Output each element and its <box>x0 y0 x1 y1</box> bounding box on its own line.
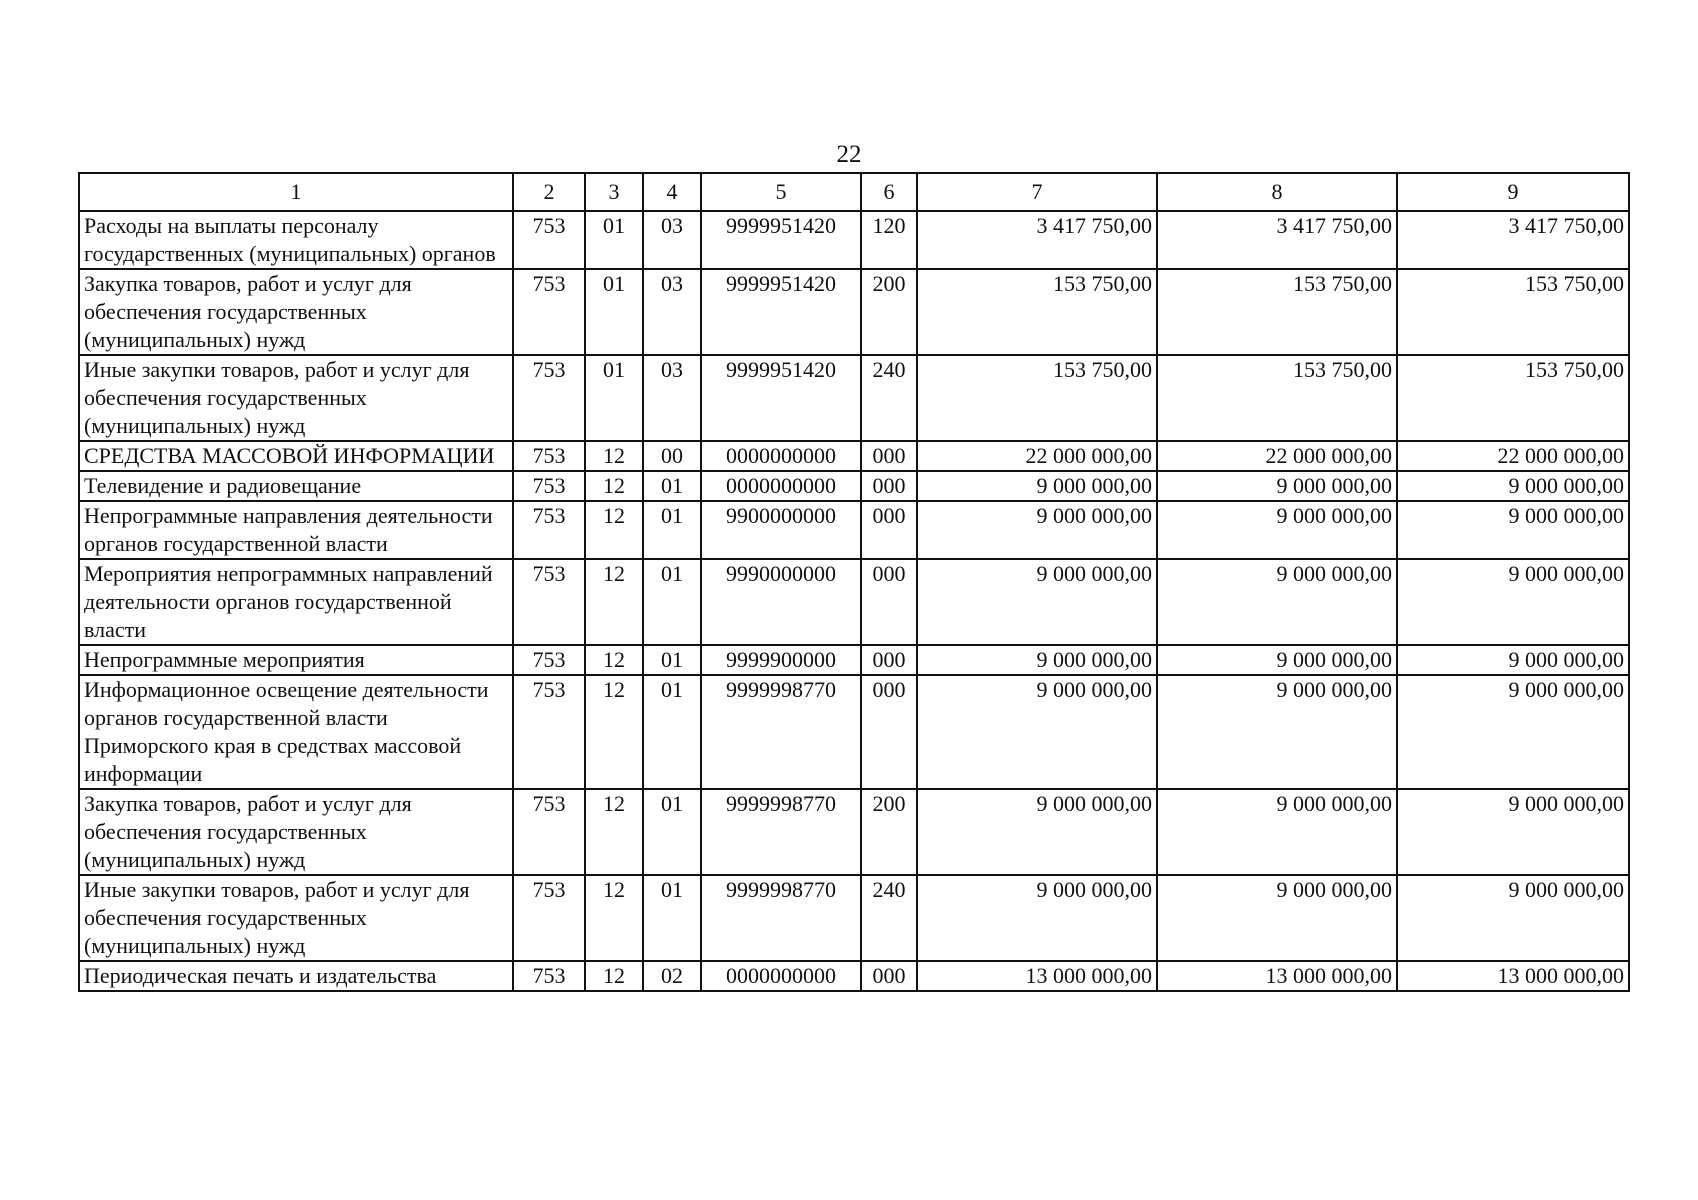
target-article-cell: 9999951420 <box>701 355 861 441</box>
row-name-cell: СРЕДСТВА МАССОВОЙ ИНФОРМАЦИИ <box>79 441 513 471</box>
ministry-code-cell: 753 <box>513 675 585 789</box>
target-article-cell: 9900000000 <box>701 501 861 559</box>
section-code-cell: 01 <box>585 269 643 355</box>
section-code-cell: 01 <box>585 211 643 269</box>
row-name-cell: Закупка товаров, работ и услуг для обеспечения государственных (муниципальных) нужд <box>79 269 513 355</box>
target-article-cell: 0000000000 <box>701 961 861 991</box>
amount-col7-cell: 9 000 000,00 <box>917 559 1157 645</box>
amount-col8-cell: 9 000 000,00 <box>1157 501 1397 559</box>
expense-type-cell: 000 <box>861 961 917 991</box>
amount-col8-cell: 153 750,00 <box>1157 355 1397 441</box>
page-number: 22 <box>836 141 862 168</box>
row-name-cell: Иные закупки товаров, работ и услуг для обеспечения государственных (муниципальных) нужд <box>79 355 513 441</box>
amount-col9-cell: 13 000 000,00 <box>1397 961 1629 991</box>
amount-col7-cell: 153 750,00 <box>917 269 1157 355</box>
subsection-code-cell: 01 <box>643 675 701 789</box>
row-name-cell: Непрограммные направления деятельности органов государственной власти <box>79 501 513 559</box>
table-row <box>79 645 1629 675</box>
expense-type-cell: 000 <box>861 559 917 645</box>
expense-type-cell: 240 <box>861 355 917 441</box>
ministry-code-cell: 753 <box>513 355 585 441</box>
table-row <box>79 961 1629 991</box>
amount-col9-cell: 9 000 000,00 <box>1397 789 1629 875</box>
table-row <box>79 875 1629 961</box>
column-number-row <box>79 173 1629 211</box>
table-row <box>79 269 1629 355</box>
budget-table <box>78 172 1630 992</box>
amount-col8-cell: 9 000 000,00 <box>1157 559 1397 645</box>
amount-col9-cell: 9 000 000,00 <box>1397 645 1629 675</box>
target-article-cell: 0000000000 <box>701 471 861 501</box>
amount-col9-cell: 9 000 000,00 <box>1397 471 1629 501</box>
amount-col8-cell: 153 750,00 <box>1157 269 1397 355</box>
table-row <box>79 355 1629 441</box>
ministry-code-cell: 753 <box>513 645 585 675</box>
amount-col8-cell: 3 417 750,00 <box>1157 211 1397 269</box>
subsection-code-cell: 01 <box>643 645 701 675</box>
section-code-cell: 01 <box>585 355 643 441</box>
column-header: 3 <box>585 173 643 211</box>
amount-col7-cell: 9 000 000,00 <box>917 789 1157 875</box>
target-article-cell: 9999998770 <box>701 875 861 961</box>
amount-col7-cell: 9 000 000,00 <box>917 501 1157 559</box>
row-name-cell: Закупка товаров, работ и услуг для обеспечения государственных (муниципальных) нужд <box>79 789 513 875</box>
ministry-code-cell: 753 <box>513 789 585 875</box>
ministry-code-cell: 753 <box>513 961 585 991</box>
expense-type-cell: 000 <box>861 471 917 501</box>
ministry-code-cell: 753 <box>513 471 585 501</box>
target-article-cell: 9999998770 <box>701 789 861 875</box>
amount-col8-cell: 9 000 000,00 <box>1157 789 1397 875</box>
ministry-code-cell: 753 <box>513 559 585 645</box>
amount-col8-cell: 9 000 000,00 <box>1157 875 1397 961</box>
table-row <box>79 211 1629 269</box>
subsection-code-cell: 02 <box>643 961 701 991</box>
column-header: 5 <box>701 173 861 211</box>
row-name-cell: Мероприятия непрограммных направлений деятельности органов государственной власти <box>79 559 513 645</box>
ministry-code-cell: 753 <box>513 501 585 559</box>
table-row <box>79 501 1629 559</box>
table-row <box>79 789 1629 875</box>
column-header: 6 <box>861 173 917 211</box>
section-code-cell: 12 <box>585 675 643 789</box>
column-header: 9 <box>1397 173 1629 211</box>
amount-col8-cell: 9 000 000,00 <box>1157 675 1397 789</box>
row-name-cell: Непрограммные мероприятия <box>79 645 513 675</box>
table-row <box>79 441 1629 471</box>
row-name-cell: Периодическая печать и издательства <box>79 961 513 991</box>
section-code-cell: 12 <box>585 961 643 991</box>
target-article-cell: 9990000000 <box>701 559 861 645</box>
amount-col8-cell: 13 000 000,00 <box>1157 961 1397 991</box>
column-header: 7 <box>917 173 1157 211</box>
amount-col8-cell: 9 000 000,00 <box>1157 471 1397 501</box>
amount-col8-cell: 22 000 000,00 <box>1157 441 1397 471</box>
column-header: 4 <box>643 173 701 211</box>
expense-type-cell: 000 <box>861 501 917 559</box>
table-body <box>79 211 1629 991</box>
section-code-cell: 12 <box>585 875 643 961</box>
amount-col7-cell: 3 417 750,00 <box>917 211 1157 269</box>
expense-type-cell: 000 <box>861 675 917 789</box>
amount-col9-cell: 9 000 000,00 <box>1397 501 1629 559</box>
row-name-cell: Иные закупки товаров, работ и услуг для обеспечения государственных (муниципальных) нужд <box>79 875 513 961</box>
row-name-cell: Информационное освещение деятельности органов государственной власти Приморского края в средствах массовой информации <box>79 675 513 789</box>
amount-col7-cell: 22 000 000,00 <box>917 441 1157 471</box>
target-article-cell: 9999951420 <box>701 269 861 355</box>
amount-col7-cell: 9 000 000,00 <box>917 645 1157 675</box>
expense-type-cell: 120 <box>861 211 917 269</box>
column-header: 2 <box>513 173 585 211</box>
ministry-code-cell: 753 <box>513 441 585 471</box>
subsection-code-cell: 03 <box>643 211 701 269</box>
amount-col8-cell: 9 000 000,00 <box>1157 645 1397 675</box>
section-code-cell: 12 <box>585 645 643 675</box>
amount-col7-cell: 153 750,00 <box>917 355 1157 441</box>
section-code-cell: 12 <box>585 441 643 471</box>
expense-type-cell: 200 <box>861 269 917 355</box>
row-name-cell: Расходы на выплаты персоналу государственных (муниципальных) органов <box>79 211 513 269</box>
target-article-cell: 9999951420 <box>701 211 861 269</box>
amount-col9-cell: 3 417 750,00 <box>1397 211 1629 269</box>
section-code-cell: 12 <box>585 471 643 501</box>
expense-type-cell: 240 <box>861 875 917 961</box>
subsection-code-cell: 01 <box>643 501 701 559</box>
expense-type-cell: 200 <box>861 789 917 875</box>
table-row <box>79 559 1629 645</box>
ministry-code-cell: 753 <box>513 875 585 961</box>
subsection-code-cell: 01 <box>643 559 701 645</box>
target-article-cell: 9999900000 <box>701 645 861 675</box>
column-header: 1 <box>79 173 513 211</box>
subsection-code-cell: 01 <box>643 875 701 961</box>
amount-col9-cell: 9 000 000,00 <box>1397 675 1629 789</box>
section-code-cell: 12 <box>585 501 643 559</box>
subsection-code-cell: 03 <box>643 355 701 441</box>
amount-col9-cell: 153 750,00 <box>1397 355 1629 441</box>
column-header: 8 <box>1157 173 1397 211</box>
subsection-code-cell: 01 <box>643 471 701 501</box>
target-article-cell: 9999998770 <box>701 675 861 789</box>
ministry-code-cell: 753 <box>513 269 585 355</box>
subsection-code-cell: 03 <box>643 269 701 355</box>
amount-col7-cell: 13 000 000,00 <box>917 961 1157 991</box>
amount-col9-cell: 22 000 000,00 <box>1397 441 1629 471</box>
table-row <box>79 471 1629 501</box>
target-article-cell: 0000000000 <box>701 441 861 471</box>
expense-type-cell: 000 <box>861 645 917 675</box>
amount-col9-cell: 9 000 000,00 <box>1397 559 1629 645</box>
section-code-cell: 12 <box>585 789 643 875</box>
row-name-cell: Телевидение и радиовещание <box>79 471 513 501</box>
subsection-code-cell: 01 <box>643 789 701 875</box>
amount-col9-cell: 9 000 000,00 <box>1397 875 1629 961</box>
ministry-code-cell: 753 <box>513 211 585 269</box>
amount-col7-cell: 9 000 000,00 <box>917 875 1157 961</box>
table-row <box>79 675 1629 789</box>
amount-col9-cell: 153 750,00 <box>1397 269 1629 355</box>
subsection-code-cell: 00 <box>643 441 701 471</box>
amount-col7-cell: 9 000 000,00 <box>917 471 1157 501</box>
amount-col7-cell: 9 000 000,00 <box>917 675 1157 789</box>
section-code-cell: 12 <box>585 559 643 645</box>
expense-type-cell: 000 <box>861 441 917 471</box>
